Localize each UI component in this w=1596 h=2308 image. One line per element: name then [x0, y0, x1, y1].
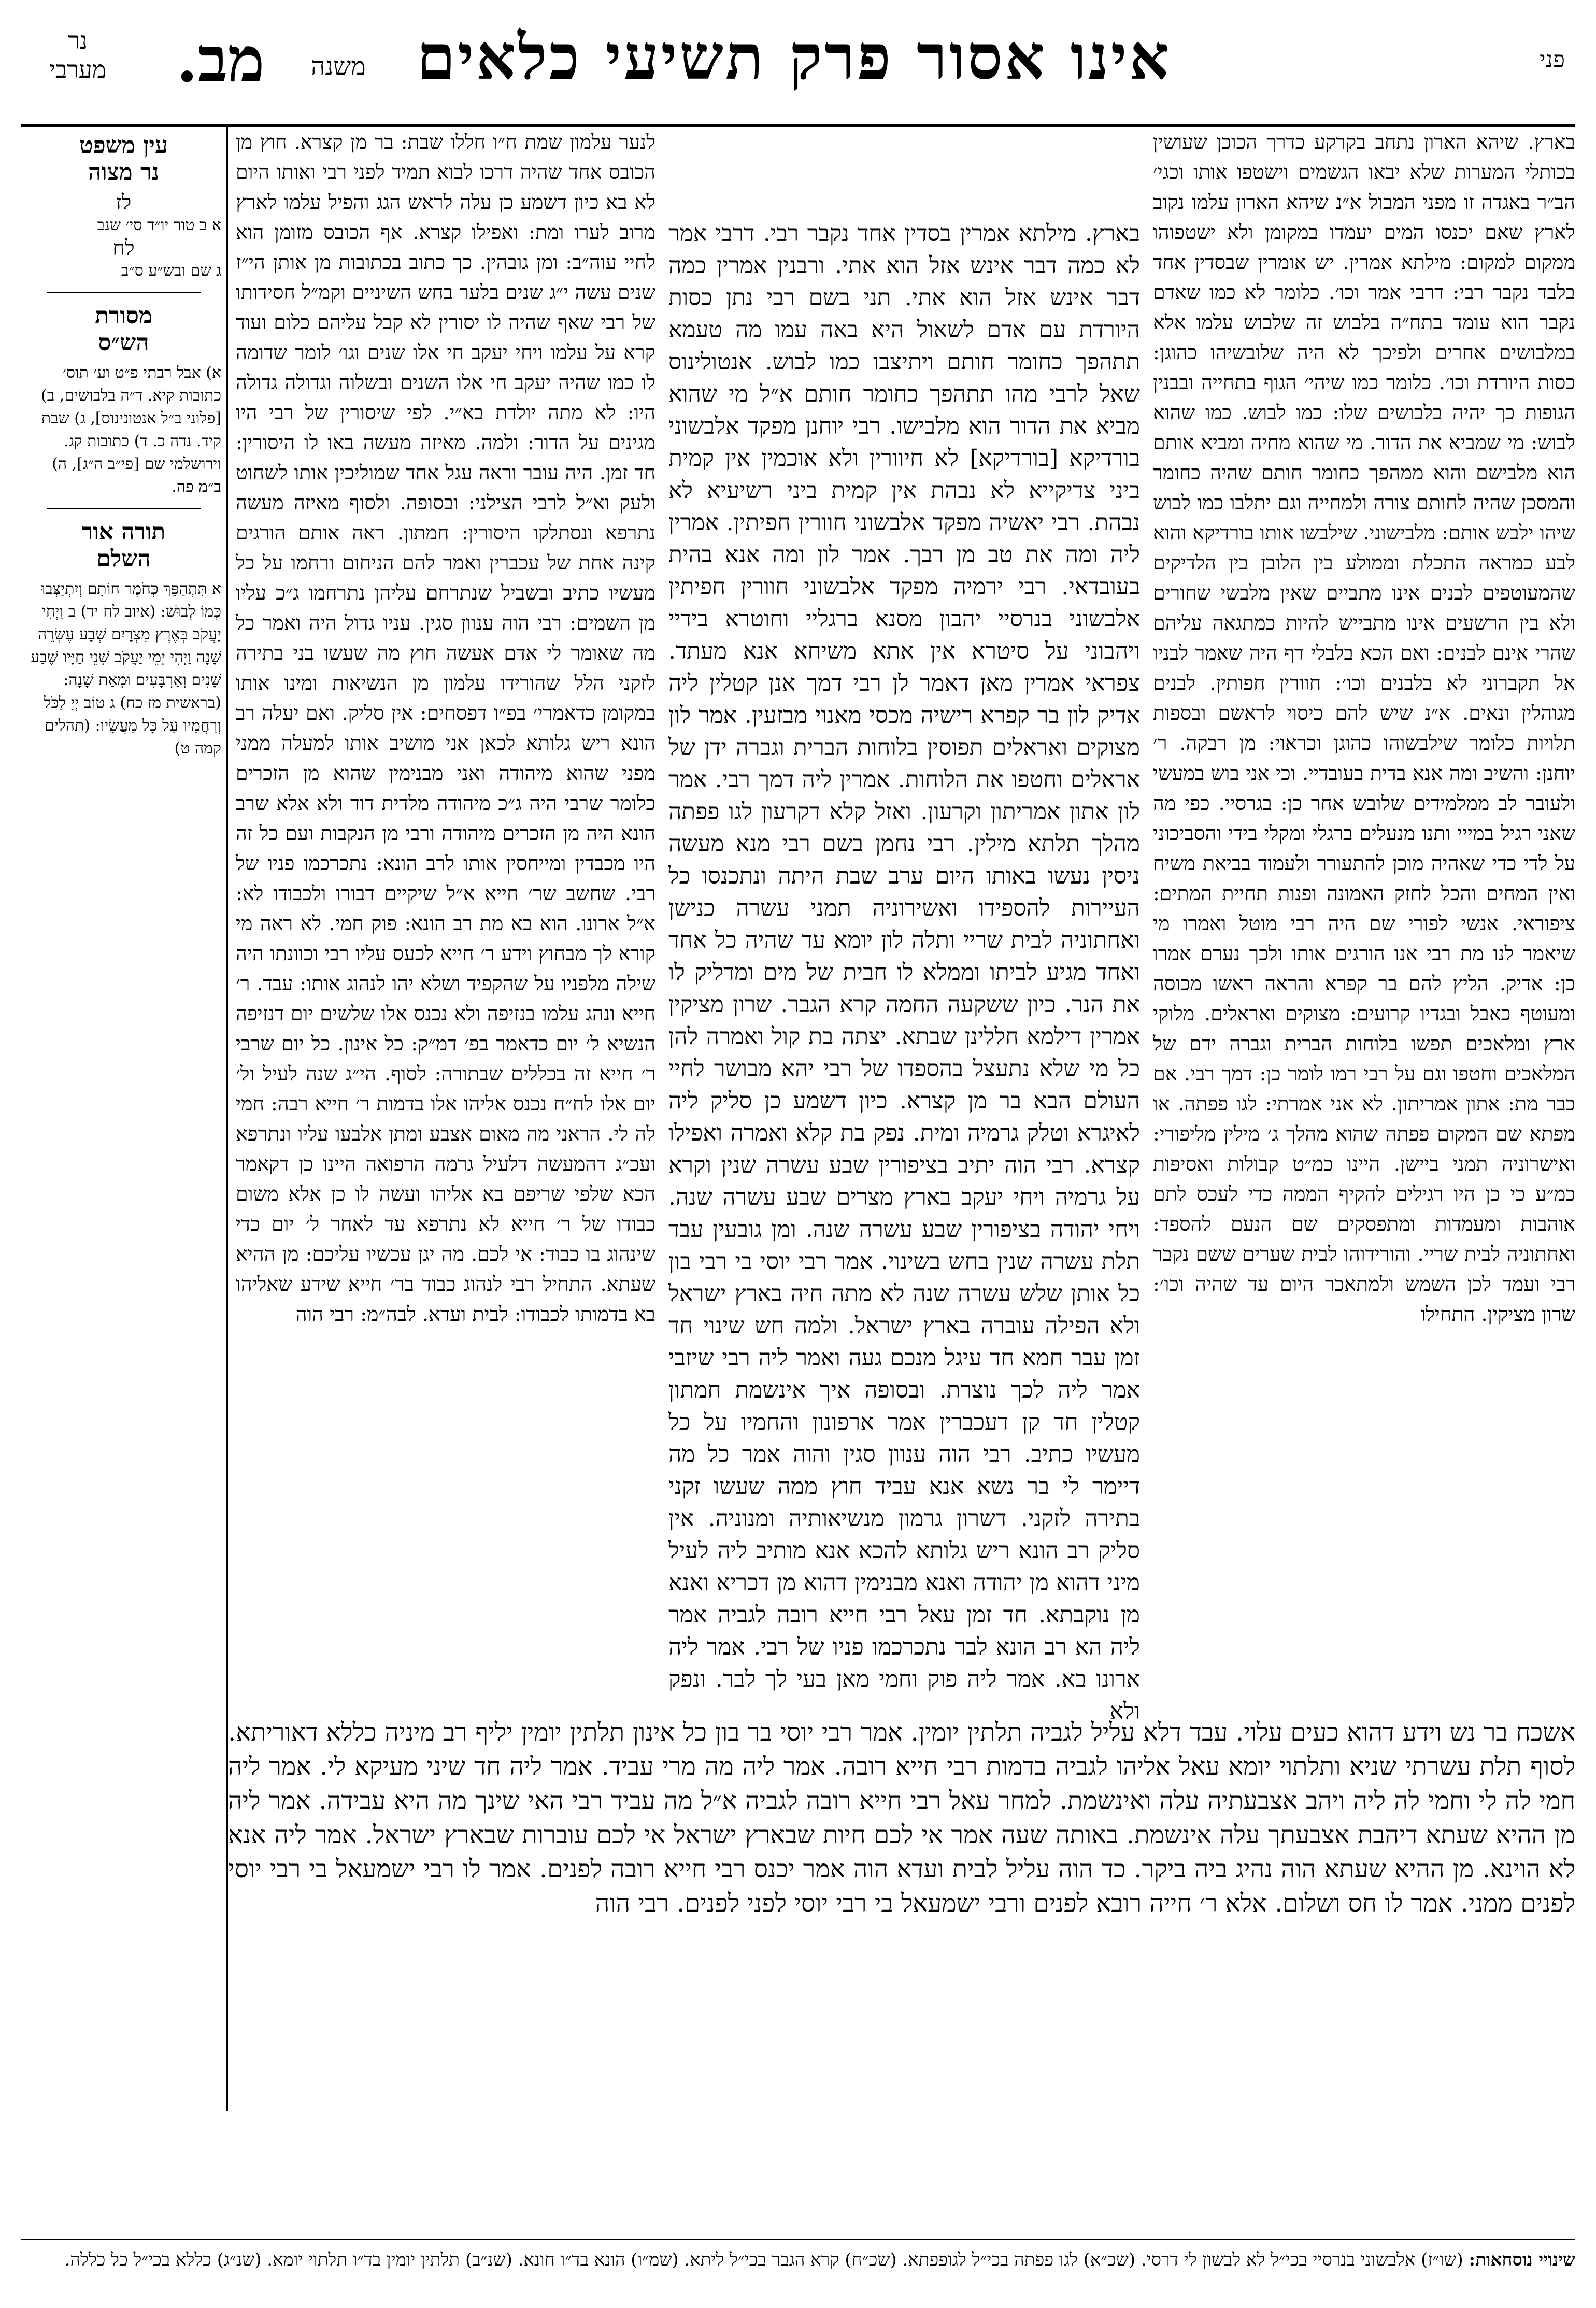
main-text-continuation: אשכח בר נש וידע דהוא כעים עלוי. עבד דלא עליל לגביה תלתין יומין. אמר רבי יוסי בר בון כל אינון תלתין יומין יליף רב מיניה כללא דאוריתא. לסוף תלת עשרתי שניא ותלתוי יומא עאל אליהו לגביה בדמות רבי חייא רובה. אמר ליה מה מרי עביד. אמר ליה חד שיני מעיקא לי. אמר ליה חמי לה לי וחמי לה ליה ויהב אצבעתיה עלה ואינשמת. למחר עאל רבי חייא רובה לגביה א״ל מה עביד רבי האי שינך מה היא עבידה. אמר ליה מן ההיא שעתא דיהבת אצבעתך עלה אינשמת. באותה שעה אמר אי לכם חיות שבארץ ישראל אי לכם עוברות שבארץ ישראל. אמר ליה אנא לא הוינא. מן ההיא שעתא הוה נהיג ביה ביקר. כד הוה עליל לבית ועדא הוה אמר יכנס רבי חייא רובה לפנים. אמר לו רבי ישמעאל בי רבי יוסי לפנים ממני. אמר לו חס ושלום. אלא ר׳ חייה רובא לפנים ורבי ישמעאל בי רבי יוסי לפני לפנים. רבי הוה: [228, 1718, 1576, 1918]
side-margin: [21, 127, 228, 2111]
page-header: [21, 16, 1575, 127]
variant-readings: [21, 2239, 1575, 2272]
header-title: אינו אסור פרק תשיעי כלאים: [417, 21, 1171, 94]
commentary-left-column: לנער עלמון שמת ח״ו חללו שבת: בר מן קצרא. חוץ מן הכובס אחד שהיה דרכו לבוא תמיד לפני רבי ואותו היום לא בא כיון דשמע כן עלה לראש הגג והפיל עלמו לארץ מרוב לערו ומת: ואפילו קצרא. אף הכובס מזומן הוא לחיי עוה״ב: ומן גובהין. כך כתוב בכתובות מן אותן הי״ז שנים עשה י״ג שנים בלער בחש השיניים וקמ״ל חסידותו של רבי שאף שהיה לו יסורין לא קבל עליהם כלום ועוד קרא על עלמו ויחי יעקב חי אלו שנים וגו׳ לומר שדומה לו כמו שהיה יעקב חי אלו השנים ובשלוה וגדולה גדולה היו: לא מתה יולדת בא״י. לפי שיסורין של רבי היו מגינים על הדור: ולמה. מאיזה מעשה באו לו היסורין: חד זמן. היה עובר וראה עגל אחד שמוליכין אותו לשחוט ולעק וא״ל לרבי הצילני: ובסופה. ולסוף מאיזה מעשה נתרפא ונסתלקו היסורין: חמתון. ראה אותם הורגים קינה אחת של עכברין ואמר להם הניחום ורחמו על כל מעשיו כתיב ובשביל שנתרחם עליהן נתרחמו ג״כ עליו מן השמים: רבי הוה ענוון סגין. עניו גדול היה ואמר כל מה שאומר לי אדם אעשה חוץ מה שעשו בני בתירה לזקני הלל שהורידו עלמון מן הנשיאות ומינו אותו במקומן כדאמרי׳ בפ״ו דפסחים: אין סליק. ואם יעלה רב הונא ריש גלותא לכאן אני מושיב אותו למעלה ממני מפני שהוא מיהודה ואני מבנימין שהוא מן הזכרים כלומר שרבי היה ג״כ מיהודה מלדית דוד ולא אלא שרב הונא היה מן הזכרים מיהודה ורבי מן הנקבות ועם כל זה היו מכבדין ומייחסין אותו לרב הונא: נתכרכמו פניו של רבי. שחשב שר׳ חייא א״ל שיקיים דבורו ולכבודו לא: א״ל ארונו. הוא בא מת רב הונא: פוק חמי. לא ראה מי קורא לך מבחוץ וידע ר׳ חייא לכעס עליו רבי וכוונתו היה שילה מלפניו על שהקפיד ושלא יהו לנהוג אותו: עבד. ר׳ חייא ונהג עלמו בנזיפה ולא נכנס אלו שלשים יום דנזיפה הנשיא ל׳ יום כדאמר בפ׳ דמ״ק: כל אינון. כל יום שרבי ר׳ חייא זה בכללים שבתורה: לסוף. הי״ג שנה לעיל ול׳ יום אלו לח״ח נכנס אליהו אלו בדמות ר׳ חייא רבה: חמי לה לי. הראני מה מאום אצבע ומתן אלבעו עליו ונתרפא ועכ״ג דהמעשה דלעיל גרמה הרפואה היינו כן דקאמר הכא שלפי שריפם בא אליהו ועשה לו כן אלא משום כבודו של ר׳ חייא לא נתרפא עד לאחר ל׳ יום כדי שינהוג בו כבוד: אי לכם. מה יגן עכשיו עליכם: מן ההיא שעתא. התחיל רבי לנהוג כבוד בר׳ חייא שידע שאליהו בא בדמותו לכבודו: לבית ועדא. לבה״מ: רבי הוה: [236, 131, 656, 1326]
main-text-column: בארץ. מילתא אמרין בסדין אחד נקבר רבי. דרבי אמר לא כמה דבר אינש אזל הוא אתי. ורבנין אמרין כמה דבר אינש אזל הוא אתי. תני בשם רבי נתן כסות היורדת עם אדם לשאול היא באה עמו מה טעמא תתהפך כחומר חותם ויתיצבו כמו לבוש. אנטולינוס שאל לרבי מהו תתהפך כחומר חותם א״ל מי שהוא מביא את הדור הוא מלבישו. רבי יוחנן מפקד אלבשוני בורדיקא [בורדיקא] לא חיוורין ולא אוכמין אין קמית ביני צדיקייא לא נבהת אין קמית ביני רשיעיא לא נבהת. רבי יאשיה מפקד אלבשוני חוורין חפיתין. אמרין ליה ומה את טב מן רבך. אמר לון ומה אנא בהית בעובדאי. רבי ירמיה מפקד אלבשוני חוורין חפיתין אלבשוני בנרסיי יהבון מסנא ברגליי וחוטרא בידיי ויהבוני על סיטרא אין אתא משיחא אנא מעתד. צפראי אמרין מאן דאמר לן רבי דמך אנן קטלין ליה אדיק לון בר קפרא רישיה מכסי מאנוי מבזעין. אמר לון מצוקים ואראלים תפוסין בלוחות הברית וגברה ידן של אראלים וחטפו את הלוחות. אמרין ליה דמך רבי. אמר לון אתון אמריתון וקרעון. ואזל קלא דקרעון לגו פפתה מהלך תלתא מילין. רבי נחמן בשם רבי מנא מעשה ניסין נעשו באותו היום ערב שבת היתה ונתכנסו כל העיירות להספידו ואשירוניה תמני עשרה כנישן ואחתוניה לבית שריי ותלה לון יומא עד שהיה כל אחד ואחד מגיע לביתו וממלא לו חבית של מים ומדליק לו את הנר. כיון ששקעה החמה קרא הגבר. שרון מציקין אמרין דילמא חללינן שבתא. יצתה בת קול ואמרה להן כל מי שלא נתעצל בהספדו של רבי יהא מבושר לחיי העולם הבא בר מן קצרא. כיון דשמע כן סליק ליה לאיגרא וטלק גרמיה ומית. נפק בת קלא ואמרה ואפילו קצרא. רבי הוה יתיב בציפורין שבע עשרה שנין וקרא על גרמיה ויחי יעקב בארץ מצרים שבע עשרה שנה. ויחי יהודה בציפורין שבע עשרה שנה. ומן גובעין עבד תלת עשרה שנין בחש בשינוי. אמר רבי יוסי בי רבי בון כל אותן שלש עשרה שנה לא מתה חיה בארץ ישראל ולא הפילה עוברה בארץ ישראל. ולמה חש שינוי חד זמן עבר חמא חד עיגל מנכם געה ואמר ליה רבי שיזבי אמר ליה לכך נוצרת. ובסופה איך אינשמת חמתון קטלין חד קן דעכברין אמר ארפונון והחמיו על כל מעשיו כתיב. רבי הוה ענוון סגין והוה אמר כל מה דיימר לי בר נשא אנא עביד חוץ ממה שעשו זקני בתירה לזקני. דשרון גרמון מנשיאותיה ומנוניה. אין סליק רב הונא ריש גלותא להכא אנא מותיב ליה לעיל מיני דהוא מן יהודה ואנא מבנימין דהוא מן דכריא ואנא מן נוקבתא. חד זמן עאל רבי חייא רובה לגביה אמר ליה הא רב הונא לבר נתכרכמו פניו של רבי. אמר ליה ארונו בא. אמר ליה פוק וחמי מאן בעי לך לבר. ונפק ולא: [668, 220, 1141, 1725]
variant-readings-label: שינויי נוסחאות:: [1469, 2249, 1575, 2270]
ein-mishpat-ref-2: ג שם ובש״ע ס״ב: [121, 262, 221, 280]
torah-or-text: א תִּתְהַפֵּךְ כְּחֹמֶר חוֹתָם וְיִתְיַצְּבוּ כְּמוֹ לְבוּשׁ: (איוב לח יד) ב וַיְחִי יַעֲקֹב בְּאֶרֶץ מִצְרַיִם שְׁבַע עֶשְׂרֵה שָׁנָה וַיְהִי יְמֵי יַעֲקֹב שְׁנֵי חַיָּיו שֶׁבַע שָׁנִים וְאַרְבָּעִים וּמְאַת שָׁנָה: (בראשית מז כח) ג טוֹב יְיָ לַכֹּל וְרַחֲמָיו עַל כָּל מַעֲשָׂיו: (תהלים קמה ט): [31, 580, 221, 758]
masoret-text: א) אבל רבתי פ״ט וע׳ תוס׳ כתובות קיא. ד״ה בלבושים, ב) [פלוני ב״ל אנטונינוס], ג) שבת קיד. נדה כ. ד) כתובות קג. וירושלמי שם [פי״ב ה״ג], ה) ב״מ פה.: [41, 364, 221, 496]
top-text: בארץ. שיהא הארון נתחב בקרקע כדרך הכוכן שעושין בכותלי המערות שלא יבאו הגשמים וישטפו אותו וכגי׳ הב״ר באגדה זו מפני המבול א״נ שיהא הארון עלמו נקוב לארץ שאם יכנסו המים יעמדו במקומן ולא ישטפוהו ממקום למקום: מילתא אמרין. יש אומרין שבסדין אחד בלבד נקבר רבי: דרבי אמר וכו׳.: [1153, 131, 1575, 304]
commentary-right-column: [1153, 127, 1575, 1707]
commentary-right-text: כלומר לא כמו שאדם נקבר הוא עומד בתח״ה בלבוש זה שלבוש עלמו אלא במלבושים אחרים ולפיכך לא היה שלובשיהו כהוגן: כסות היורדת וכו׳. כלומר כמו שיהי׳ הגוף בתחייה ובבנין הגופות כך יהיה בלבושים שלו: כמו לבוש. כמו שהוא לבוש: מי שמביא את הדור. מי שהוא מחיה ומביא אותם הוא מלבישם והוא ממהפך כחומר חותם שהיה כחומר והמסכן שהיה לחותם צורה ולמחייה וגם יתלבו כמו לבוש שיהו ילבש אותם: מלבישוני. שילבשו אותו בורדיקא והוא לבע כמראה התכלת וממולע בין הלובן בין הלדיקים שהמעוטפים לבנים אינו מתביים שאין מלבשי שחורים ולא בין הרשעים אינו מתבייש להיות כמתגאה עליהם שהרי אינם לבנים: ואם הכא בלבלי דף היה שאמר לבניו אל תקברוני לא בלבנים וכו׳: חוורין חפותין. לבנים מגוהלין ונאים. א״נ שיש להם כיסוי לראשם ובספות תלויות כלומר שילבשוהו כהוגן וכראוי: מן רבקה. ר׳ יוחנן: והשיב ומה אנא בדית בעובדיי. וכי אני בוש במעשי ולעובר לב ממלמידים שלובש אחר כן: בגרסיי. כפי מה שאני רגיל במייי ותנו מנעלים ברגלי ומקלי בידי והסביכוני על לדי כדי שאהיה מוכן להתעורר ולעמוד בביאת משיח ואין המחים והכל לחזק האמונה ופנות תחיית המתים: ציפוראי. אנשי לפורי שם היה רבי מוטל ואמרו מי שיאמר לנו מת רבי אנו הורגים אותו ולכך נערם אמרו כן: אדיק. הליץ להם בר קפרא והראה ראשו מכוסה ומעוטף כאבל ובגדיו קרועים: מצוקים ואראלים. מלוקי ארץ ומלאכים תפשו בלוחות הברית וגברה ידם של המלאכים וחטפו וגם על רבי רמו לומר כן: דמך רבי. אם כבר מת: אתון אמריתון. לא אני אמרתי: לגו פפתה. או מפתא שם המקום פפתה שהוא מהלך ג׳ מילין מליפורי: ואישרוניה תמני ביישן. היינו כמ״ט קבולות ואסיפות כמ״ע כי כן היו רגילים להקיף הממה כדי לעכס לתם אוהבות ומעמדות ומתפסקים שם הנעם להספד: ואחתוניה לבית שריי. והורידוהו לבית שערים ששם נקבר רבי ועמד לכן השמש ולמתאכר היום עד שהיה וכו׳: שרון מציקין. התחילו: [1153, 281, 1575, 1326]
variant-readings-text: (שו״ז) אלבשוני בנרסיי בכי״ל לא לבשון לי דרסי. (שכ״א) לגו פפתה בכי״ל לגופפתא. (שכ״ח) קרא הגבר בכי״ל ליתא. (שמ״ו) הונא בד״ו חונא. (שנ״ב) תלתין יומין בד״ו תלתוי יומא. (שנ״ג) כללא בכי״ל כל כללה.: [64, 2249, 1463, 2270]
ein-mishpat-num-2: לח: [112, 236, 135, 260]
header-ner: נר: [68, 26, 88, 54]
header-pnei: פני: [1540, 47, 1565, 73]
torah-or-title: תורה אור השלם: [81, 519, 166, 572]
divider: [47, 508, 201, 509]
header-ner-maaravi: [26, 26, 130, 84]
header-maaravi: מערבי: [49, 55, 107, 83]
ein-mishpat-num-1: לז: [116, 191, 132, 215]
header-daf-number: מב.: [176, 23, 265, 96]
divider: [47, 292, 201, 293]
header-mishna: משנה: [311, 52, 366, 81]
masoret-title: מסורת הש״ס: [95, 303, 152, 356]
ein-mishpat-ref-1: א ב טור יו״ד סי׳ שנב: [97, 216, 221, 234]
ein-mishpat-title: עין משפט נר מצוה: [79, 132, 168, 186]
